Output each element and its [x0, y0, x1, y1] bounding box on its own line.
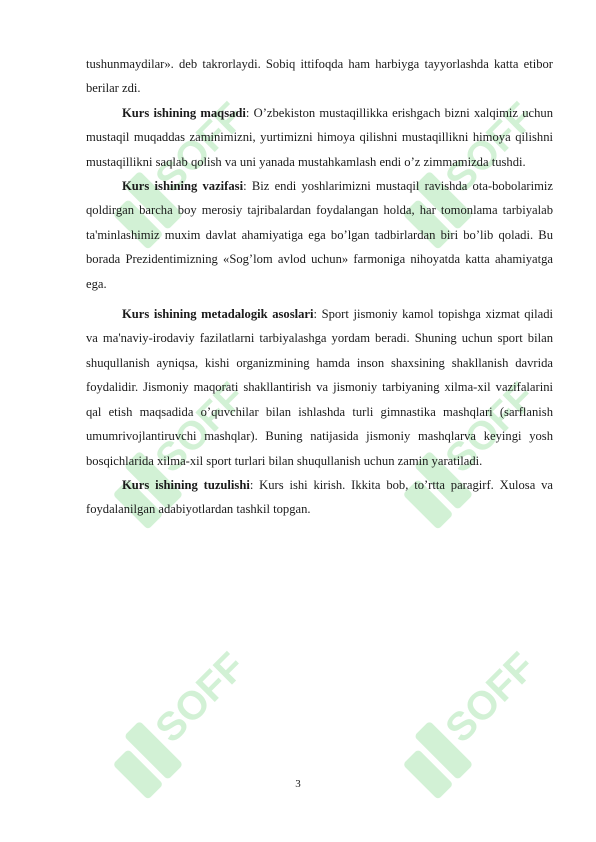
svg-text:SOFF: SOFF	[437, 644, 530, 752]
svg-text:SOFF: SOFF	[147, 94, 240, 202]
paragraph-goal-text: : O’zbekiston mustaqillikka erishgach bizni xalqimiz uchun mustaqil muqaddas zaminimizni, yurtimizni himoya qilishni mustaqillikni himoya qilishni mustaqillikni saqlab qolish va uni yanada mustahkamlash endi o’z zimmamizda tushdi.	[86, 105, 554, 169]
paragraph-goal-heading: Kurs ishining maqsadi	[122, 105, 246, 120]
soff-logo-watermark	[70, 630, 240, 800]
svg-text:SOFF: SOFF	[437, 374, 530, 482]
svg-text:SOFF: SOFF	[147, 644, 240, 752]
paragraph-task-heading: Kurs ishining vazifasi	[122, 179, 244, 194]
paragraph-goal	[86, 101, 553, 174]
svg-text:SOFF: SOFF	[437, 94, 530, 202]
paragraph-methodology	[86, 302, 553, 473]
paragraph-methodology-text: : Sport jismoniy kamol topishga xizmat qiladi va ma'naviy-irodaviy fazilatlarni tarbiyalashga yordam beradi. Shuning uchun sport bilan shuqullanish ayniqsa, kishi organizmining hamda inson shaxsining shakllanish davrida foydalidir. Jismoniy maqorati shakllantirish va jismoniy tarbiyaning xilma-xil vazifalarini qal etish maqsadida o’quvchilar bilan ishlashda turli gimnastika mashqlari (sarflanish umumrivojlantiruvchi mashqlar). Buning natijasida jismoniy mashqlarva keyingi yosh bosqichlarida xilma-xil sport turlari bilan shuqullanish uchun zamin yaratiladi.	[86, 307, 553, 468]
paragraph-structure	[86, 473, 553, 522]
paragraph-methodology-heading: Kurs ishining metadalogik asoslari	[122, 307, 314, 322]
paragraph-intro: tushunmaydilar». deb takrorlaydi. Sobiq ittifoqda ham harbiyga tayyorlashda katta etibor berilar zdi.	[86, 57, 553, 96]
paragraph-structure-heading: Kurs ishining tuzulishi	[122, 477, 250, 492]
paragraph-structure-text: : Kurs ishi kirish. Ikkita bob, to’rtta paragirf. Xulosa va foydalanilgan adabiyotlardan tashkil topgan.	[86, 477, 553, 517]
soff-logo-watermark	[360, 630, 530, 800]
body-text	[86, 52, 553, 522]
page-number: 3	[295, 778, 301, 790]
paragraph-task	[86, 174, 553, 296]
paragraph-task-text: : Biz endi yoshlarimizni mustaqil ravishda ota-bobolarimiz qoldirgan barcha boy merosiy tajribalardan foydalangan holda, har tomonlama tarbiyalab ta'minlashimiz muxim davlat ahamiyatiga ega bo’lgan tadbirlardan biri bo’lib qoladi. Bu borada Prezidentimizning «Sog’lom avlod uchun» farmoniga nihoyatda katta ahamiyatga ega.	[86, 179, 553, 291]
svg-text:SOFF: SOFF	[147, 374, 240, 482]
